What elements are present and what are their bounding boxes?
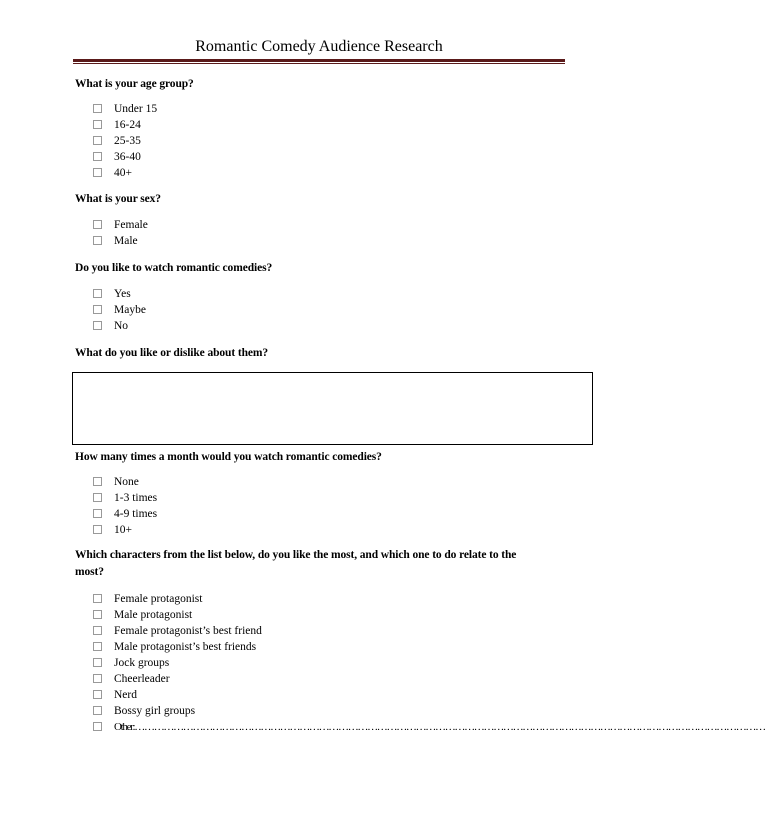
option-age-0[interactable]: Under 15 xyxy=(93,101,157,117)
question-sex: What is your sex? xyxy=(75,193,161,205)
header-rule-thin xyxy=(73,63,565,64)
option-like-0[interactable]: Yes xyxy=(93,286,131,302)
checkbox[interactable] xyxy=(93,525,102,534)
checkbox[interactable] xyxy=(93,706,102,715)
option-character-0[interactable]: Female protagonist xyxy=(93,591,202,607)
question-characters-line2: most? xyxy=(75,566,104,578)
header-rule xyxy=(73,59,565,62)
option-age-3[interactable]: 36-40 xyxy=(93,149,141,165)
option-character-other[interactable]: Other:…………………………………………………………………………………………………………………………………………………………………………… xyxy=(93,719,513,735)
option-like-1[interactable]: Maybe xyxy=(93,302,146,318)
option-character-2[interactable]: Female protagonist’s best friend xyxy=(93,623,262,639)
option-character-6[interactable]: Nerd xyxy=(93,687,137,703)
checkbox[interactable] xyxy=(93,674,102,683)
checkbox[interactable] xyxy=(93,642,102,651)
question-frequency: How many times a month would you watch romantic comedies? xyxy=(75,451,382,463)
option-age-4[interactable]: 40+ xyxy=(93,165,132,181)
option-age-1[interactable]: 16-24 xyxy=(93,117,141,133)
checkbox[interactable] xyxy=(93,305,102,314)
question-opinion: What do you like or dislike about them? xyxy=(75,347,269,359)
checkbox[interactable] xyxy=(93,594,102,603)
option-character-3[interactable]: Male protagonist’s best friends xyxy=(93,639,256,655)
option-frequency-0[interactable]: None xyxy=(93,474,139,490)
checkbox[interactable] xyxy=(93,104,102,113)
checkbox[interactable] xyxy=(93,236,102,245)
answer-textbox[interactable] xyxy=(72,372,593,445)
checkbox[interactable] xyxy=(93,152,102,161)
option-like-2[interactable]: No xyxy=(93,318,128,334)
checkbox[interactable] xyxy=(93,690,102,699)
option-frequency-2[interactable]: 4-9 times xyxy=(93,506,157,522)
checkbox[interactable] xyxy=(93,626,102,635)
checkbox[interactable] xyxy=(93,220,102,229)
checkbox[interactable] xyxy=(93,610,102,619)
option-age-2[interactable]: 25-35 xyxy=(93,133,141,149)
option-sex-1[interactable]: Male xyxy=(93,233,138,249)
checkbox[interactable] xyxy=(93,722,102,731)
option-character-7[interactable]: Bossy girl groups xyxy=(93,703,195,719)
question-like: Do you like to watch romantic comedies? xyxy=(75,262,273,274)
option-frequency-1[interactable]: 1-3 times xyxy=(93,490,157,506)
checkbox[interactable] xyxy=(93,321,102,330)
page-title: Romantic Comedy Audience Research xyxy=(195,38,443,55)
checkbox[interactable] xyxy=(93,120,102,129)
checkbox[interactable] xyxy=(93,477,102,486)
option-frequency-3[interactable]: 10+ xyxy=(93,522,132,538)
option-character-1[interactable]: Male protagonist xyxy=(93,607,192,623)
checkbox[interactable] xyxy=(93,136,102,145)
option-character-4[interactable]: Jock groups xyxy=(93,655,169,671)
question-characters: Which characters from the list below, do you like the most, and which one to do relate to the xyxy=(75,549,517,561)
question-age: What is your age group? xyxy=(75,78,194,90)
checkbox[interactable] xyxy=(93,289,102,298)
option-sex-0[interactable]: Female xyxy=(93,217,148,233)
checkbox[interactable] xyxy=(93,168,102,177)
checkbox[interactable] xyxy=(93,658,102,667)
checkbox[interactable] xyxy=(93,493,102,502)
option-character-5[interactable]: Cheerleader xyxy=(93,671,170,687)
checkbox[interactable] xyxy=(93,509,102,518)
